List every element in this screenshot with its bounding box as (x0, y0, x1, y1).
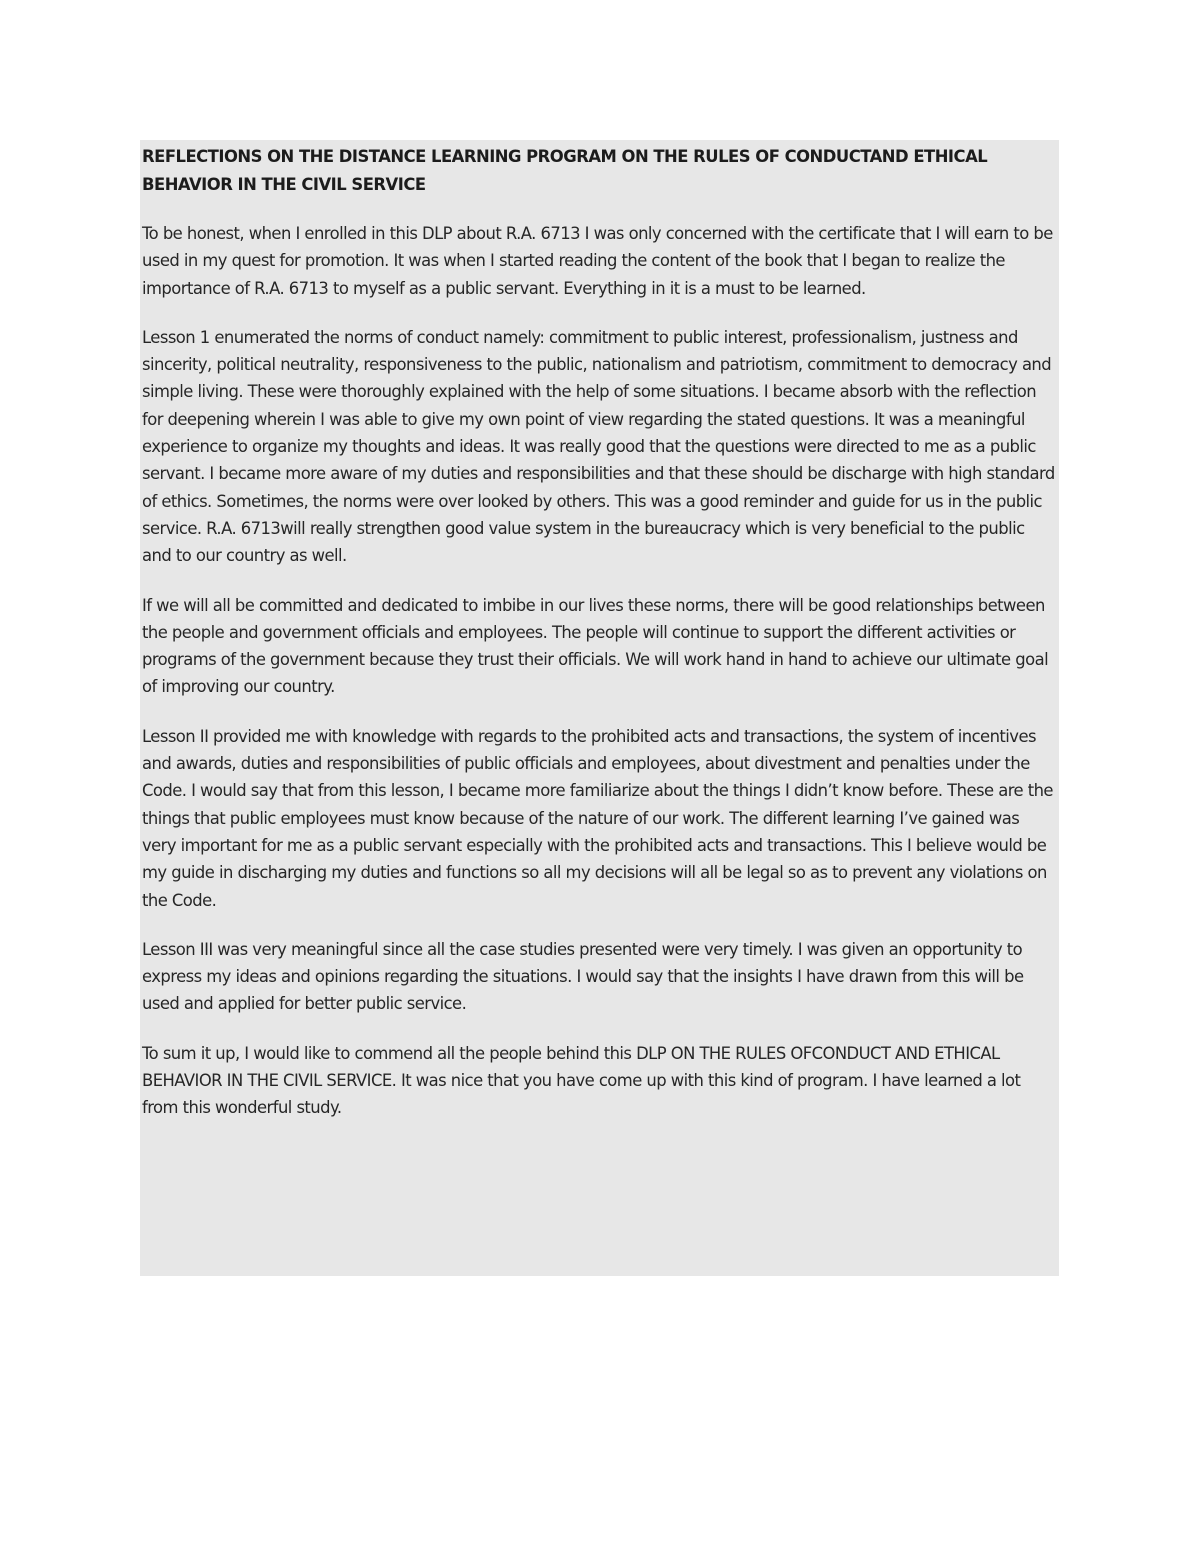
document-title: REFLECTIONS ON THE DISTANCE LEARNING PROGRAM ON THE RULES OF CONDUCTAND ETHICAL BEHAVIOR IN THE CIVIL SERVICE (142, 147, 988, 194)
paragraph-lesson-1: Lesson 1 enumerated the norms of conduct namely: commitment to public interest, professionalism, justness and sincerity, political neutrality, responsiveness to the public, nationalism and patriotism, commitment to democracy and simple living. These were thoroughly explained with the help of some situations. I became absorb with the reflection for deepening wherein I was able to give my own point of view regarding the stated questions. It was a meaningful experience to organize my thoughts and ideas. It was really good that the questions were directed to me as a public servant. I became more aware of my duties and responsibilities and that these should be discharge with high standard of ethics. Sometimes, the norms were over looked by others. This was a good reminder and guide for us in the public service. R.A. 6713will really strengthen good value system in the bureaucracy which is very beneficial to the public and to our country as well. (142, 327, 1055, 566)
paragraph-commitment: If we will all be committed and dedicated to imbibe in our lives these norms, there will be good relationships between the people and government officials and employees. The people will continue to support the different activities or programs of the government because they trust their officials. We will work hand in hand to achieve our ultimate goal of improving our country. (142, 595, 1049, 697)
reflection-text-block (140, 140, 1059, 1276)
paragraph-conclusion: To sum it up, I would like to commend all the people behind this DLP ON THE RULES OFCONDUCT AND ETHICAL BEHAVIOR IN THE CIVIL SERVICE. It was nice that you have come up with this kind of program. I have learned a lot from this wonderful study. (142, 1043, 1021, 1118)
paragraph-intro: To be honest, when I enrolled in this DLP about R.A. 6713 I was only concerned with the certificate that I will earn to be used in my quest for promotion. It was when I started reading the content of the book that I began to realize the importance of R.A. 6713 to myself as a public servant. Everything in it is a must to be learned. (142, 224, 1053, 298)
paragraph-lesson-3: Lesson III was very meaningful since all the case studies presented were very timely. I was given an opportunity to express my ideas and opinions regarding the situations. I would say that the insights I have drawn from this will be used and applied for better public service. (142, 939, 1024, 1014)
paragraph-lesson-2: Lesson II provided me with knowledge with regards to the prohibited acts and transactions, the system of incentives and awards, duties and responsibilities of public officials and employees, about divestment and penalties under the Code. I would say that from this lesson, I became more familiarize about the things I didn’t know before. These are the things that public employees must know because of the nature of our work. The different learning I’ve gained was very important for me as a public servant especially with the prohibited acts and transactions. This I believe would be my guide in discharging my duties and functions so all my decisions will all be legal so as to prevent any violations on the Code. (142, 726, 1053, 910)
